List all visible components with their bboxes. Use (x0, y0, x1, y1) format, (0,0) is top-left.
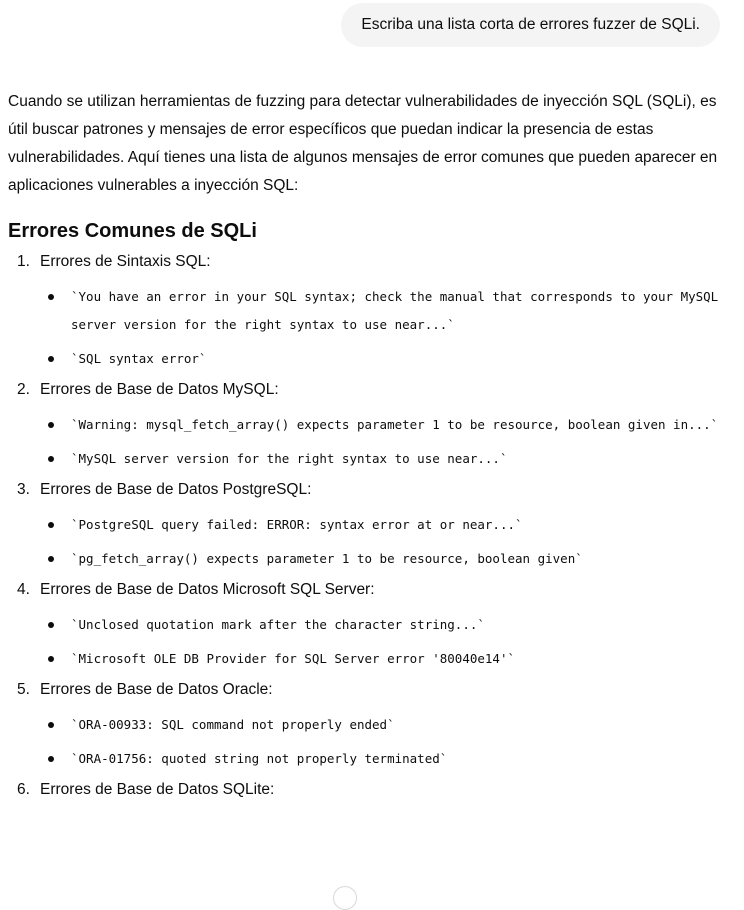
bullet-icon (48, 622, 54, 628)
section-label: Errores de Base de Datos PostgreSQL: (40, 481, 312, 498)
section-label: Errores de Base de Datos SQLite: (40, 781, 275, 798)
bullet-icon (48, 656, 54, 662)
section-number: 6. (17, 781, 30, 798)
error-message-text: `ORA-01756: quoted string not properly terminated` (71, 751, 448, 766)
response-heading: Errores Comunes de SQLi (8, 220, 257, 242)
error-message-text: `PostgreSQL query failed: ERROR: syntax error at or near...` (71, 517, 523, 532)
section-title (8, 578, 723, 605)
error-message-item (8, 445, 723, 473)
error-message-item (8, 745, 723, 773)
error-message-item (8, 511, 723, 539)
error-message-text: `ORA-00933: SQL command not properly ended` (71, 717, 395, 732)
error-message-text: `Warning: mysql_fetch_array() expects parameter 1 to be resource, boolean given in...` (71, 417, 719, 432)
user-message-row (341, 3, 720, 47)
bullet-icon (48, 756, 54, 762)
section-item (8, 378, 723, 473)
section-title (8, 378, 723, 405)
section-number: 4. (17, 581, 30, 598)
section-number: 3. (17, 481, 30, 498)
error-message-item (8, 545, 723, 573)
error-message-item (8, 411, 723, 439)
bullet-icon (48, 722, 54, 728)
error-message-item (8, 645, 723, 673)
section-title (8, 478, 723, 505)
section-number: 2. (17, 381, 30, 398)
error-sections-list (8, 250, 723, 805)
response-intro: Cuando se utilizan herramientas de fuzzing para detectar vulnerabilidades de inyección SQL (SQLi), es útil buscar patrones y mensajes de error específicos que puedan indicar la presencia de estas vulnerabilidades. Aquí tienes una lista de algunos mensajes de error comunes que pueden aparecer en aplicaciones vulnerables a inyección SQL: (8, 93, 718, 194)
assistant-response (8, 88, 723, 805)
error-messages-list (8, 511, 723, 573)
bullet-icon (48, 522, 54, 528)
error-message-item (8, 345, 723, 373)
bullet-icon (48, 356, 54, 362)
error-messages-list (8, 711, 723, 773)
error-message-text: `SQL syntax error` (71, 351, 207, 366)
section-item (8, 678, 723, 773)
bullet-icon (48, 456, 54, 462)
section-label: Errores de Base de Datos MySQL: (40, 381, 279, 398)
bullet-icon (48, 556, 54, 562)
scroll-down-button[interactable] (333, 886, 357, 910)
section-item (8, 778, 723, 805)
error-messages-list (8, 283, 723, 373)
section-label: Errores de Base de Datos Oracle: (40, 681, 273, 698)
section-title (8, 778, 723, 805)
section-label: Errores de Sintaxis SQL: (40, 253, 211, 270)
section-number: 1. (17, 253, 30, 270)
section-item (8, 250, 723, 373)
user-message-bubble: Escriba una lista corta de errores fuzzer de SQLi. (341, 3, 720, 47)
error-message-item (8, 283, 723, 339)
section-title (8, 678, 723, 705)
section-item (8, 578, 723, 673)
error-message-text: `Microsoft OLE DB Provider for SQL Server error '80040e14'` (71, 651, 516, 666)
error-message-item (8, 711, 723, 739)
error-message-text: `Unclosed quotation mark after the character string...` (71, 617, 485, 632)
error-message-text: `MySQL server version for the right syntax to use near...` (71, 451, 508, 466)
error-message-text: `pg_fetch_array() expects parameter 1 to be resource, boolean given` (71, 551, 583, 566)
section-label: Errores de Base de Datos Microsoft SQL Server: (40, 581, 375, 598)
bullet-icon (48, 294, 54, 300)
error-message-item (8, 611, 723, 639)
section-title (8, 250, 723, 277)
error-message-text: `You have an error in your SQL syntax; check the manual that corresponds to your MySQL server version for the right syntax to use near...` (71, 289, 719, 332)
section-number: 5. (17, 681, 30, 698)
section-item (8, 478, 723, 573)
bullet-icon (48, 422, 54, 428)
error-messages-list (8, 611, 723, 673)
error-messages-list (8, 411, 723, 473)
